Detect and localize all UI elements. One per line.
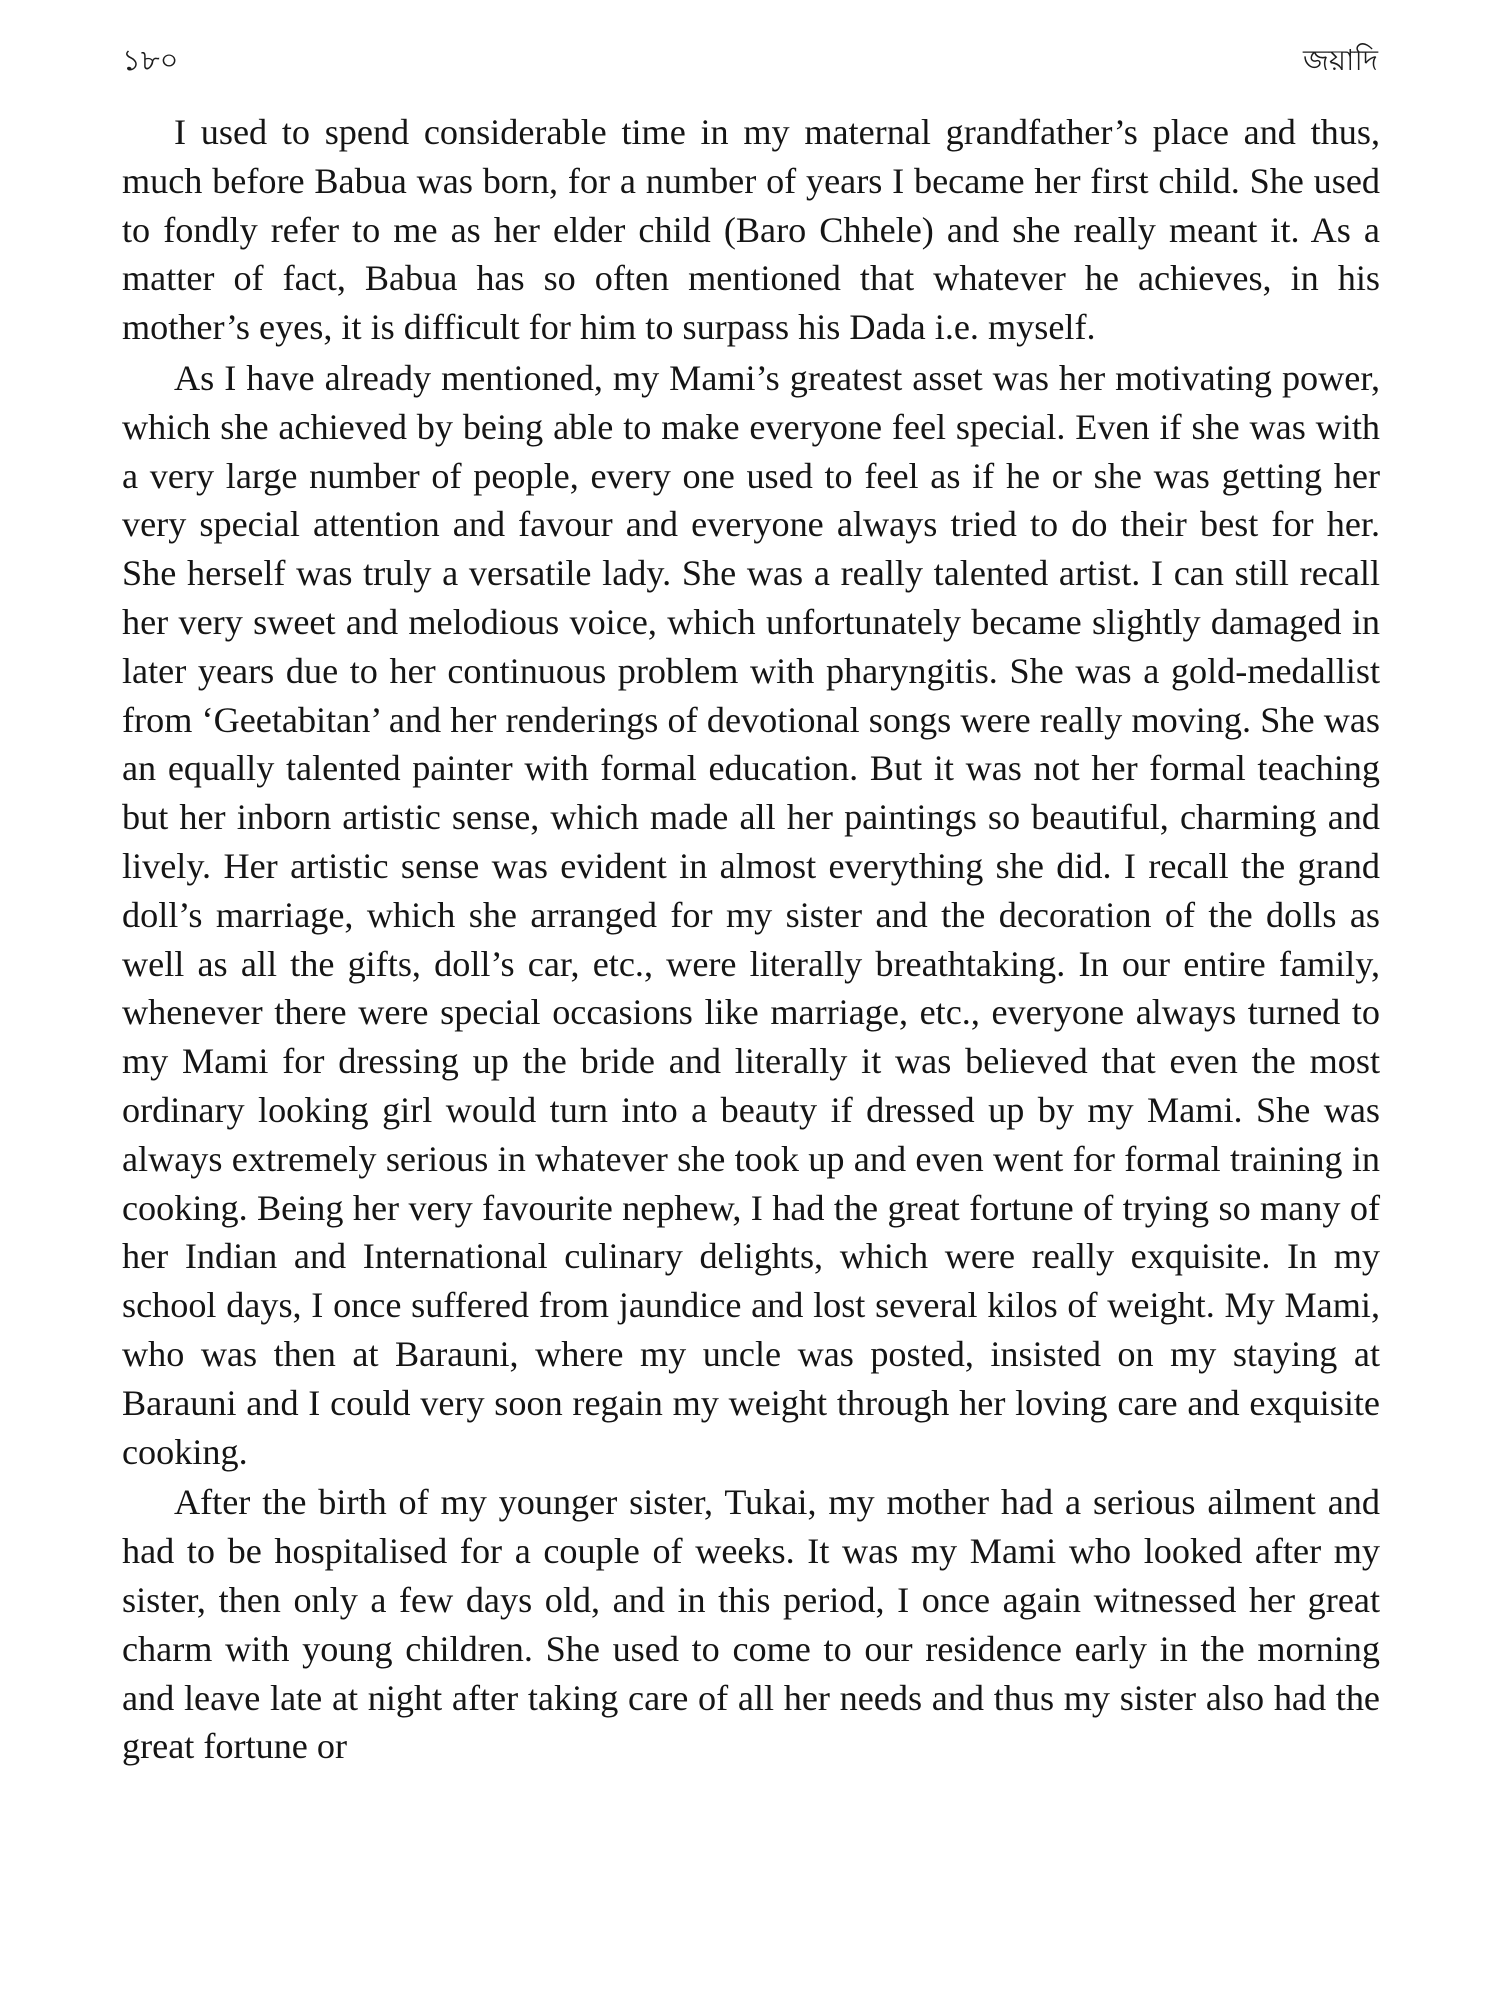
paragraph: I used to spend considerable time in my maternal grandfather’s place and thus, much before Babua was born, for a number of years I became her first child. She used to fondly refer to me as her elder child (Baro Chhele) and she really meant it. As a matter of fact, Babua has so often mentioned that whatever he achieves, in his mother’s eyes, it is difficult for him to surpass his Dada i.e. myself.	[122, 112, 1380, 348]
page-number: ১৮০	[122, 42, 179, 77]
body-text	[122, 108, 1380, 1773]
running-head	[122, 40, 1378, 84]
paragraph: As I have already mentioned, my Mami’s greatest asset was her motivating power, which she achieved by being able to make everyone feel special. Even if she was with a very large number of people, every one used to feel as if he or she was getting her very special attention and favour and everyone always tried to do their best for her. She herself was truly a versatile lady. She was a really talented artist. I can still recall her very sweet and melodious voice, which unfortunately became slightly damaged in later years due to her continuous problem with pharyngitis. She was a gold-medallist from ‘Geetabitan’ and her renderings of devotional songs were really moving. She was an equally talented painter with formal education. But it was not her formal teaching but her inborn artistic sense, which made all her paintings so beautiful, charming and lively. Her artistic sense was evident in almost everything she did. I recall the grand doll’s marriage, which she arranged for my sister and the decoration of the dolls as well as all the gifts, doll’s car, etc., were literally breathtaking. In our entire family, whenever there were special occasions like marriage, etc., everyone always turned to my Mami for dressing up the bride and literally it was believed that even the most ordinary looking girl would turn into a beauty if dressed up by my Mami. She was always extremely serious in whatever she took up and even went for formal training in cooking. Being her very favourite nephew, I had the great fortune of trying so many of her Indian and International culinary delights, which were really exquisite. In my school days, I once suffered from jaundice and lost several kilos of weight. My Mami, who was then at Barauni, where my uncle was posted, insisted on my staying at Barauni and I could very soon regain my weight through her loving care and exquisite cooking.	[122, 357, 1380, 1472]
paragraph: After the birth of my younger sister, Tukai, my mother had a serious ailment and had to be hospitalised for a couple of weeks. It was my Mami who looked after my sister, then only a few days old, and in this period, I once again witnessed her great charm with young children. She used to come to our residence early in the morning and leave late at night after taking care of all her needs and thus my sister also had the great fortune or	[122, 1482, 1380, 1767]
running-title: জয়াদি	[1303, 42, 1378, 77]
